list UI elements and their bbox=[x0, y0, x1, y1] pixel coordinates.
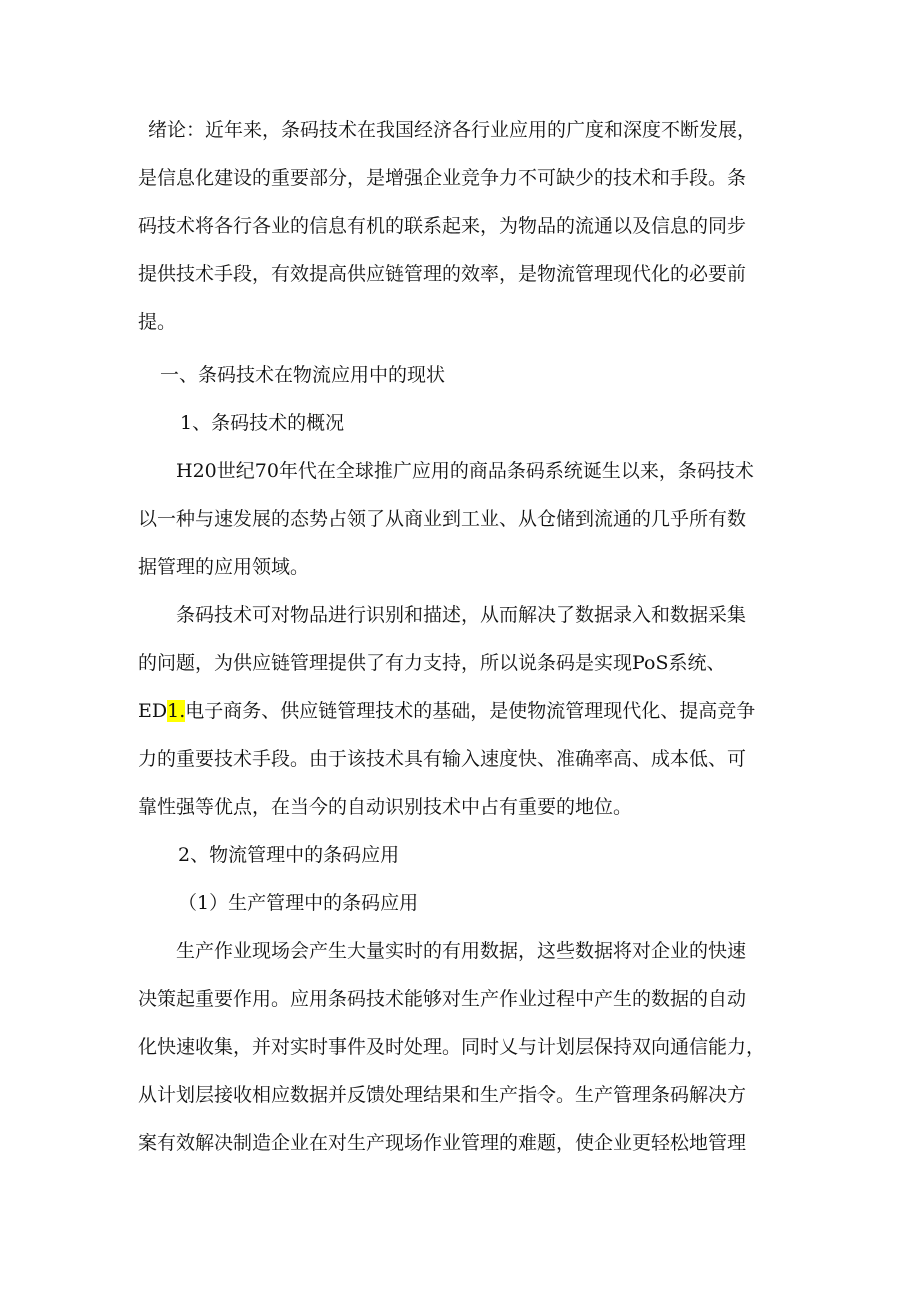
function-line-2: 的问题，为供应链管理提供了有力支持，所以说条码是实现PoS系统、 bbox=[138, 652, 726, 674]
subsection-1-heading: 1、条码技术的概况 bbox=[180, 412, 345, 434]
section-1-heading: 一、条码技术在物流应用中的现状 bbox=[160, 364, 446, 386]
intro-line-2: 是信息化建设的重要部分，是增强企业竞争力不可缺少的技术和手段。条 bbox=[138, 167, 747, 189]
intro-line-1: 绪论：近年来，条码技术在我国经济各行业应用的广度和深度不断发展， bbox=[148, 119, 757, 141]
function-paragraph bbox=[138, 591, 798, 831]
production-line-2: 决策起重要作用。应用条码技术能够对生产作业过程中产生的数据的自动 bbox=[138, 988, 747, 1010]
history-line-2: 以一种与速发展的态势占领了从商业到工业、从仓储到流通的几乎所有数 bbox=[138, 508, 747, 530]
function-line-4: 力的重要技术手段。由于该技术具有输入速度快、准确率高、成本低、可 bbox=[138, 748, 747, 770]
function-line-1: 条码技术可对物品进行识别和描述，从而解决了数据录入和数据采集 bbox=[176, 604, 747, 626]
intro-line-3: 码技术将各行各业的信息有机的联系起来，为物品的流通以及信息的同步 bbox=[138, 215, 747, 237]
history-paragraph bbox=[138, 447, 798, 591]
function-line-3-rest: 电子商务、供应链管理技术的基础，是使物流管理现代化、提高竞争 bbox=[185, 700, 756, 722]
production-line-3: 化快速收集，并对实时事件及时处理。同时乂与计划层保持双向通信能力， bbox=[138, 1036, 766, 1058]
function-line-3-prefix: ED bbox=[138, 700, 168, 722]
function-line-5: 靠性强等优点，在当今的自动识别技术中占有重要的地位。 bbox=[138, 796, 633, 818]
subsection-2-heading: 2、物流管理中的条码应用 bbox=[178, 844, 400, 866]
production-paragraph bbox=[138, 927, 798, 1167]
highlighted-text: 1. bbox=[167, 700, 186, 722]
intro-line-4: 提供技术手段，有效提高供应链管理的效率，是物流管理现代化的必要前 bbox=[138, 263, 747, 285]
production-line-5: 案有效解决制造企业在对生产现场作业管理的难题，使企业更轻松地管理 bbox=[138, 1132, 747, 1154]
production-line-4: 从计划层接收相应数据并反馈处理结果和生产指令。生产管理条码解决方 bbox=[138, 1084, 747, 1106]
production-line-1: 生产作业现场会产生大量实时的有用数据，这些数据将对企业的快速 bbox=[176, 940, 747, 962]
subsection-2-1-heading: （1）生产管理中的条码应用 bbox=[178, 892, 419, 914]
history-line-1: H20世纪70年代在全球推广应用的商品条码系统诞生以来，条码技术 bbox=[176, 460, 754, 482]
history-line-3: 据管理的应用领域。 bbox=[138, 556, 310, 578]
intro-paragraph bbox=[138, 106, 798, 346]
function-line-3 bbox=[138, 687, 798, 735]
intro-line-5: 提。 bbox=[138, 311, 177, 333]
